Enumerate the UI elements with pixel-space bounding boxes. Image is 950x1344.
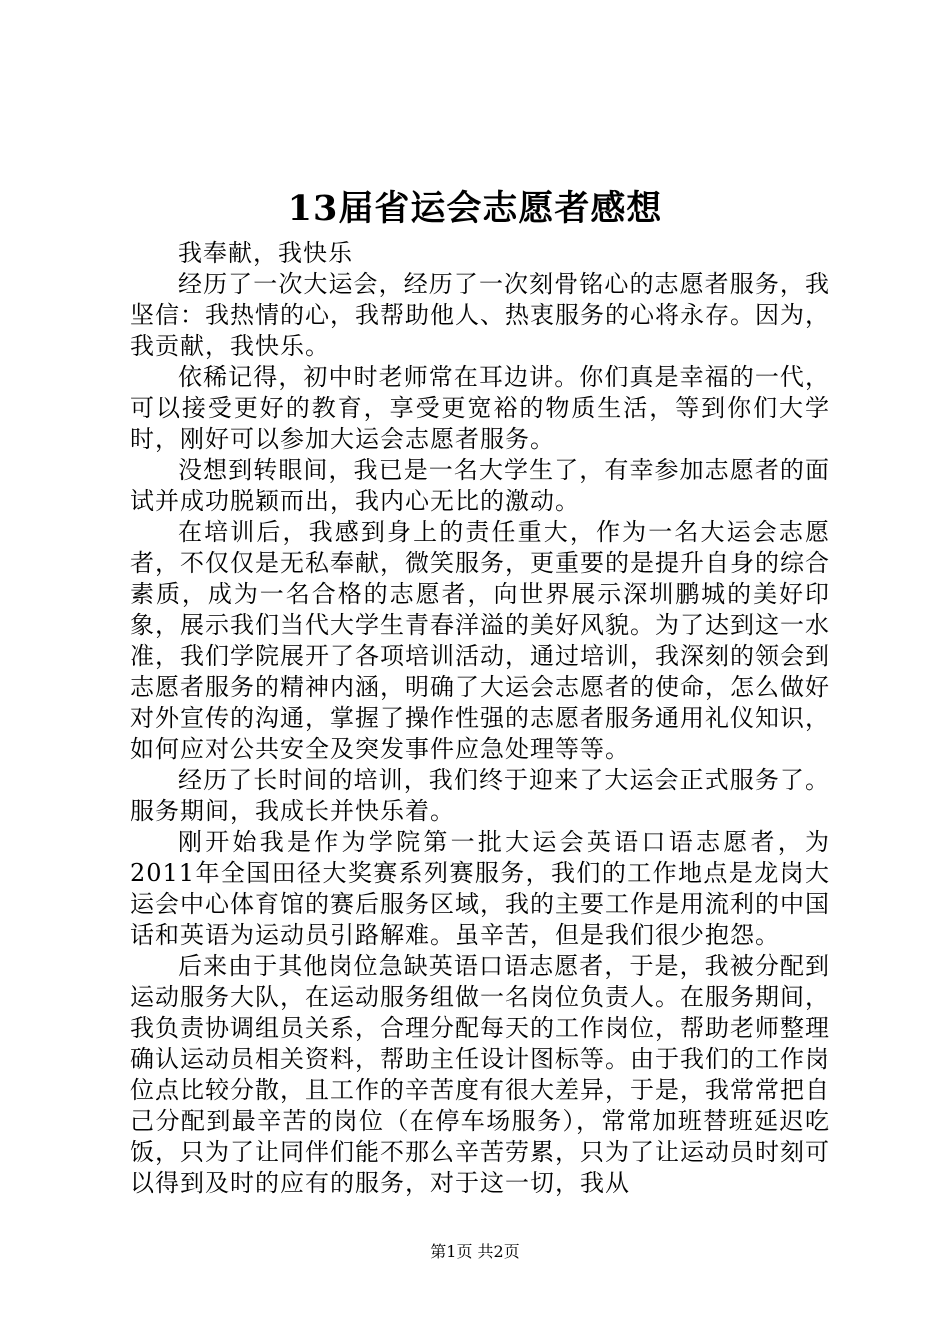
paragraph: 依稀记得，初中时老师常在耳边讲。你们真是幸福的一代，可以接受更好的教育，享受更宽裕的物质生活，等到你们大学时，刚好可以参加大运会志愿者服务。 [130, 363, 830, 453]
page-footer: 第1页 共2页 [430, 1242, 520, 1261]
paragraph-subtitle: 我奉献，我快乐 [178, 239, 353, 267]
paragraph: 在培训后，我感到身上的责任重大，作为一名大运会志愿者，不仅仅是无私奉献，微笑服务，更重要的是提升自身的综合素质，成为一名合格的志愿者，向世界展示深圳鹏城的美好印象，展示我们当代大学生青春洋溢的美好风貌。为了达到这一水准，我们学院展开了各项培训活动，通过培训，我深刻的领会到志愿者服务的精神内涵，明确了大运会志愿者的使命，怎么做好对外宣传的沟通，掌握了操作性强的志愿者服务通用礼仪知识，如何应对公共安全及突发事件应急处理等等。 [130, 518, 830, 763]
document-body [130, 238, 830, 1199]
paragraph: 经历了长时间的培训，我们终于迎来了大运会正式服务了。服务期间，我成长并快乐着。 [130, 766, 830, 825]
paragraph: 后来由于其他岗位急缺英语口语志愿者，于是，我被分配到运动服务大队，在运动服务组做一名岗位负责人。在服务期间，我负责协调组员关系，合理分配每天的工作岗位，帮助老师整理确认运动员相关资料，帮助主任设计图标等。由于我们的工作岗位点比较分散，且工作的辛苦度有很大差异，于是，我常常把自己分配到最辛苦的岗位（在停车场服务），常常加班替班延迟吃饭，只为了让同伴们能不那么辛苦劳累，只为了让运动员时刻可以得到及时的应有的服务，对于这一切，我从 [130, 952, 830, 1197]
document-title: 13届省运会志愿者感想 [287, 188, 663, 229]
paragraph: 没想到转眼间，我已是一名大学生了，有幸参加志愿者的面试并成功脱颖而出，我内心无比的激动。 [130, 456, 830, 515]
paragraph: 刚开始我是作为学院第一批大运会英语口语志愿者，为2011年全国田径大奖赛系列赛服务，我们的工作地点是龙岗大运会中心体育馆的赛后服务区域，我的主要工作是用流利的中国话和英语为运动员引路解难。虽辛苦，但是我们很少抱怨。 [130, 828, 830, 949]
paragraph: 经历了一次大运会，经历了一次刻骨铭心的志愿者服务，我坚信：我热情的心，我帮助他人、热衷服务的心将永存。因为，我贡献，我快乐。 [130, 270, 830, 360]
